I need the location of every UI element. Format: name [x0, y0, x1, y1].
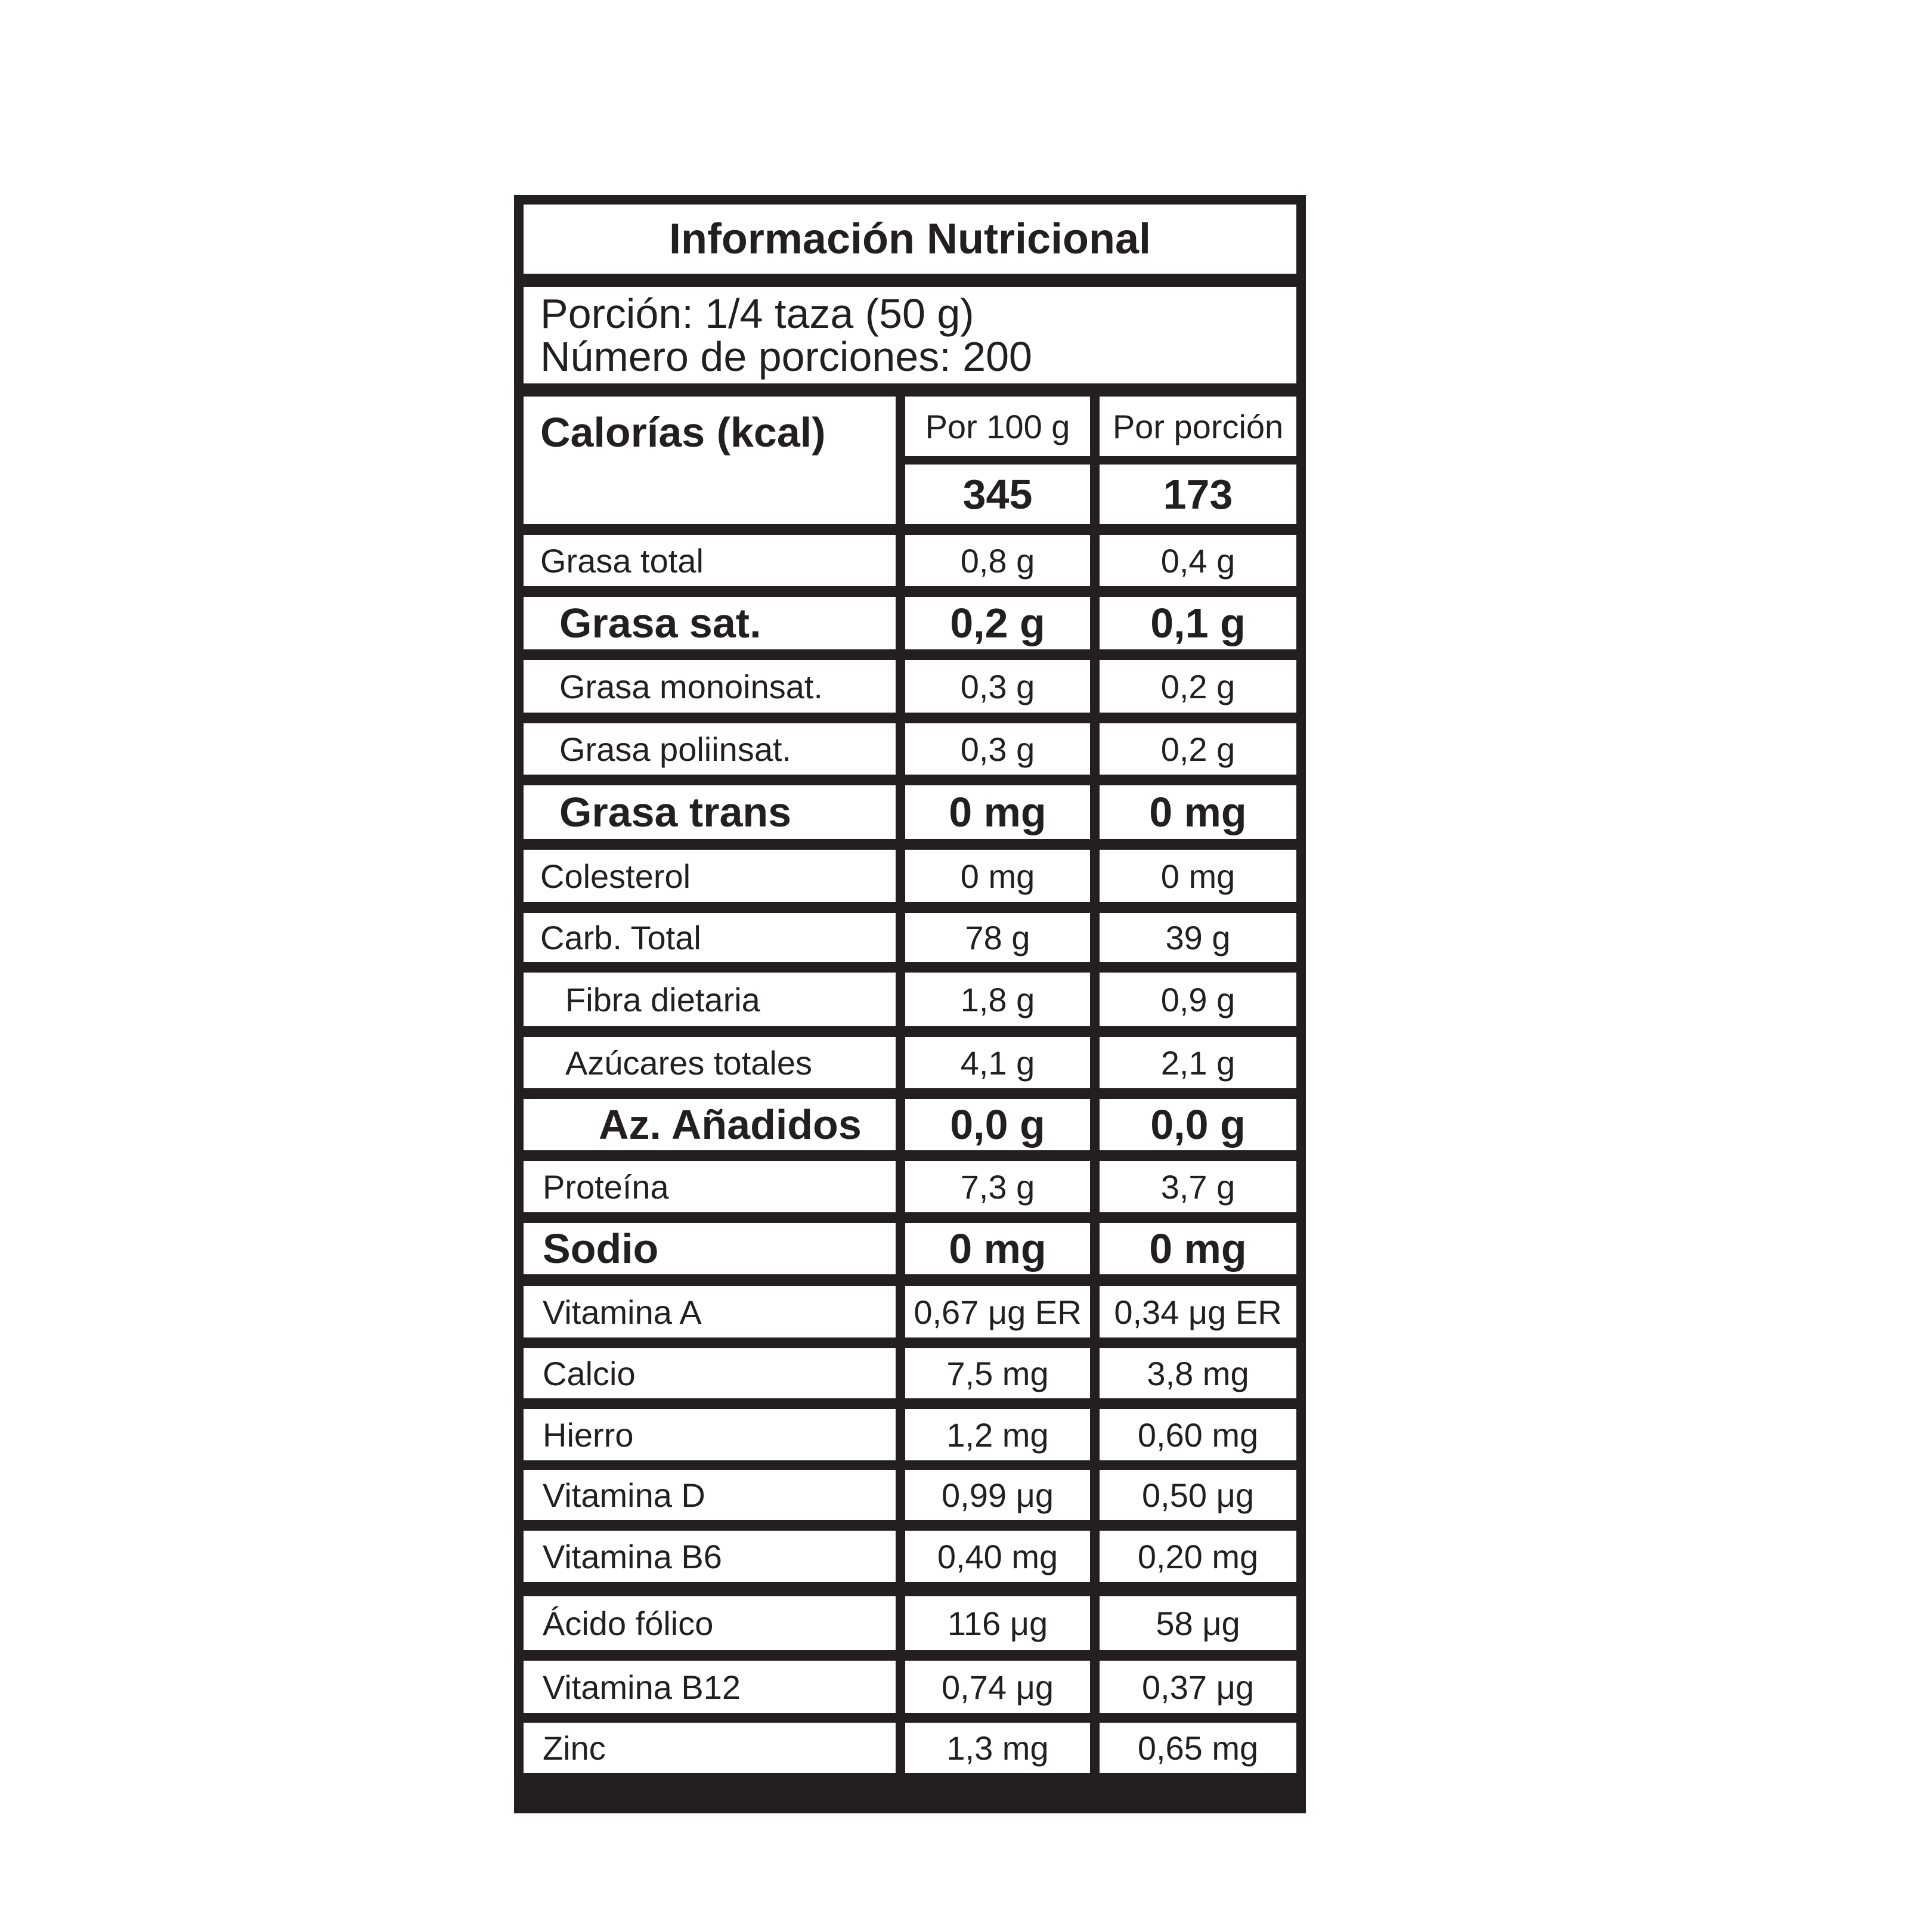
- nutrient-per-100g: 0 mg: [905, 850, 1090, 902]
- per-portion-header: Por porción: [1100, 397, 1296, 456]
- nutrient-per-portion: 0 mg: [1100, 785, 1296, 839]
- nutrient-per-portion: 0,1 g: [1100, 597, 1296, 649]
- nutrient-per-100g: 78 g: [905, 913, 1090, 962]
- nutrient-name: Hierro: [524, 1409, 896, 1460]
- nutrient-per-100g: 0,2 g: [905, 597, 1090, 649]
- nutrient-name: Azúcares totales: [524, 1037, 896, 1088]
- portion-size: Porción: 1/4 taza (50 g): [540, 290, 974, 337]
- nutrient-per-100g: 0 mg: [905, 785, 1090, 839]
- nutrient-name: Grasa trans: [524, 785, 896, 839]
- nutrient-name: Grasa sat.: [524, 597, 896, 649]
- nutrient-name: Fibra dietaria: [524, 973, 896, 1026]
- nutrient-per-100g: 0,67 μg ER: [905, 1286, 1090, 1337]
- nutrient-per-100g: 0,74 μg: [905, 1661, 1090, 1713]
- nutrient-per-portion: 0 mg: [1100, 850, 1296, 902]
- nutrient-per-portion: 0 mg: [1100, 1223, 1296, 1274]
- nutrient-per-100g: 7,3 g: [905, 1161, 1090, 1212]
- nutrient-per-100g: 0,99 μg: [905, 1470, 1090, 1520]
- nutrient-name: Sodio: [524, 1223, 896, 1274]
- nutrient-per-portion: 0,37 μg: [1100, 1661, 1296, 1713]
- nutrient-per-portion: 0,50 μg: [1100, 1470, 1296, 1520]
- nutrient-per-portion: 0,0 g: [1100, 1099, 1296, 1150]
- calories-per-portion: 173: [1100, 465, 1296, 524]
- serving-info: [524, 287, 1296, 383]
- calories-label: Calorías (kcal): [524, 397, 896, 524]
- nutrient-per-100g: 4,1 g: [905, 1037, 1090, 1088]
- nutrient-per-100g: 0,8 g: [905, 535, 1090, 586]
- nutrient-per-100g: 1,2 mg: [905, 1409, 1090, 1460]
- nutrient-per-100g: 0,40 mg: [905, 1531, 1090, 1582]
- nutrient-per-100g: 116 μg: [905, 1596, 1090, 1650]
- nutrient-per-portion: 2,1 g: [1100, 1037, 1296, 1088]
- nutrient-name: Grasa poliinsat.: [524, 723, 896, 775]
- servings-per-container: Número de porciones: 200: [540, 333, 1032, 380]
- nutrient-per-portion: 0,4 g: [1100, 535, 1296, 586]
- nutrient-per-portion: 0,9 g: [1100, 973, 1296, 1026]
- nutrient-per-portion: 0,60 mg: [1100, 1409, 1296, 1460]
- nutrient-name: Colesterol: [524, 850, 896, 902]
- nutrient-per-portion: 58 μg: [1100, 1596, 1296, 1650]
- nutrition-facts-panel: [514, 195, 1306, 1813]
- nutrient-name: Grasa total: [524, 535, 896, 586]
- nutrient-per-portion: 0,20 mg: [1100, 1531, 1296, 1582]
- nutrient-name: Carb. Total: [524, 913, 896, 962]
- nutrient-per-portion: 0,2 g: [1100, 660, 1296, 713]
- nutrient-per-100g: 0,0 g: [905, 1099, 1090, 1150]
- nutrient-name: Ácido fólico: [524, 1596, 896, 1650]
- per-100g-header: Por 100 g: [905, 397, 1090, 456]
- nutrient-per-100g: 0 mg: [905, 1223, 1090, 1274]
- calories-per-100g: 345: [905, 465, 1090, 524]
- nutrient-per-100g: 1,8 g: [905, 973, 1090, 1026]
- nutrient-per-portion: 0,2 g: [1100, 723, 1296, 775]
- nutrient-per-100g: 1,3 mg: [905, 1723, 1090, 1773]
- nutrient-name: Vitamina A: [524, 1286, 896, 1337]
- nutrient-per-100g: 7,5 mg: [905, 1348, 1090, 1398]
- nutrient-per-portion: 3,8 mg: [1100, 1348, 1296, 1398]
- nutrient-name: Proteína: [524, 1161, 896, 1212]
- nutrient-per-portion: 3,7 g: [1100, 1161, 1296, 1212]
- nutrient-name: Vitamina B6: [524, 1531, 896, 1582]
- nutrient-name: Vitamina D: [524, 1470, 896, 1520]
- nutrient-name: Calcio: [524, 1348, 896, 1398]
- nutrient-per-portion: 0,34 μg ER: [1100, 1286, 1296, 1337]
- nutrient-per-100g: 0,3 g: [905, 660, 1090, 713]
- nutrient-name: Az. Añadidos: [524, 1099, 896, 1150]
- panel-title: Información Nutricional: [524, 205, 1296, 274]
- nutrient-name: Vitamina B12: [524, 1661, 896, 1713]
- nutrient-per-portion: 0,65 mg: [1100, 1723, 1296, 1773]
- nutrient-per-portion: 39 g: [1100, 913, 1296, 962]
- nutrient-name: Zinc: [524, 1723, 896, 1773]
- nutrient-name: Grasa monoinsat.: [524, 660, 896, 713]
- nutrient-per-100g: 0,3 g: [905, 723, 1090, 775]
